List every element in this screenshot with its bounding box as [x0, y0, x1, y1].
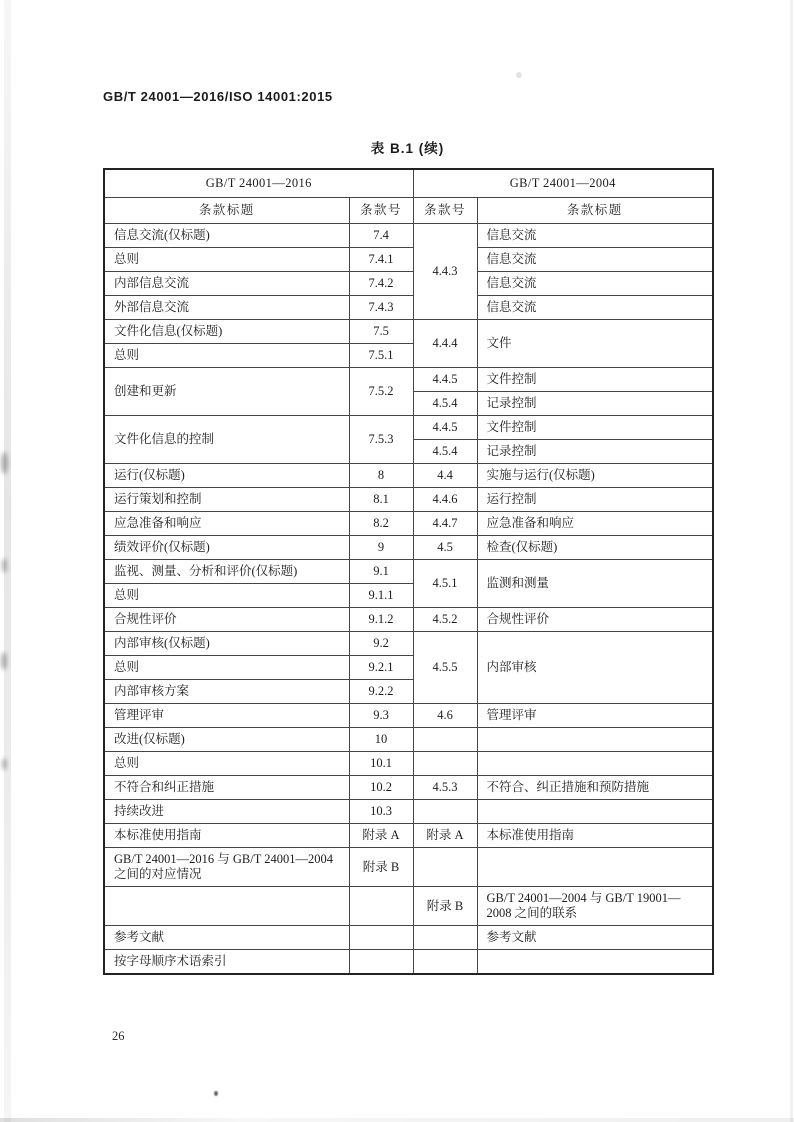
group-header-cell: GB/T 24001—2004: [413, 169, 713, 198]
table-cell: 总则: [104, 344, 349, 368]
table-body: [104, 224, 713, 975]
table-cell: 4.5.4: [413, 392, 477, 416]
table-cell: 参考文献: [104, 926, 349, 950]
table-cell: 9.3: [349, 704, 413, 728]
table-cell: 9.2.2: [349, 680, 413, 704]
table-cell: 检查(仅标题): [477, 536, 713, 560]
table-cell: [477, 800, 713, 824]
table-cell: 4.5.1: [413, 560, 477, 608]
table-cell: 7.5: [349, 320, 413, 344]
table-cell: 9.2: [349, 632, 413, 656]
table-cell: 7.4: [349, 224, 413, 248]
table-cell: 参考文献: [477, 926, 713, 950]
table-cell: 内部审核: [477, 632, 713, 704]
scan-smudge: [2, 758, 7, 770]
table-cell: 7.4.3: [349, 296, 413, 320]
table-cell: 4.5.4: [413, 440, 477, 464]
table-cell: [413, 848, 477, 887]
table-cell: 信息交流: [477, 248, 713, 272]
table-cell: 10.3: [349, 800, 413, 824]
table-cell: 本标准使用指南: [104, 824, 349, 848]
table-cell: [413, 800, 477, 824]
table-cell: 9: [349, 536, 413, 560]
table-cell: 创建和更新: [104, 368, 349, 416]
table-cell: 本标准使用指南: [477, 824, 713, 848]
table-cell: [413, 926, 477, 950]
table-cell: 运行(仅标题): [104, 464, 349, 488]
group-header-cell: GB/T 24001—2016: [104, 169, 413, 198]
table-cell: [349, 926, 413, 950]
table-cell: 不符合、纠正措施和预防措施: [477, 776, 713, 800]
table-cell: 管理评审: [477, 704, 713, 728]
table-row: [104, 887, 713, 926]
table-cell: 总则: [104, 656, 349, 680]
table-cell: 合规性评价: [477, 608, 713, 632]
scan-speck: [214, 1091, 218, 1096]
table-cell: 按字母顺序术语索引: [104, 950, 349, 975]
table-cell: 4.4: [413, 464, 477, 488]
column-header-cell: 条款号: [349, 198, 413, 224]
table-cell: 内部审核(仅标题): [104, 632, 349, 656]
group-header-row: [104, 169, 713, 198]
table-cell: 4.4.4: [413, 320, 477, 368]
table-row: [104, 488, 713, 512]
table-cell: [104, 887, 349, 926]
table-cell: 4.6: [413, 704, 477, 728]
table-cell: 8: [349, 464, 413, 488]
column-header-cell: 条款标题: [477, 198, 713, 224]
table-header: [104, 169, 713, 224]
table-row: [104, 224, 713, 248]
table-row: [104, 296, 713, 320]
table-cell: 7.5.1: [349, 344, 413, 368]
table-cell: 10.1: [349, 752, 413, 776]
table-cell: 4.5.3: [413, 776, 477, 800]
table-cell: 10: [349, 728, 413, 752]
table-row: [104, 608, 713, 632]
table-cell: 4.4.6: [413, 488, 477, 512]
table-cell: 监视、测量、分析和评价(仅标题): [104, 560, 349, 584]
table-cell: 10.2: [349, 776, 413, 800]
table-cell: 信息交流: [477, 296, 713, 320]
table-cell: 内部审核方案: [104, 680, 349, 704]
table-title: 表 B.1 (续): [370, 141, 445, 156]
table-cell: 不符合和纠正措施: [104, 776, 349, 800]
table-cell: 7.5.2: [349, 368, 413, 416]
table-cell: 信息交流(仅标题): [104, 224, 349, 248]
table-cell: 总则: [104, 752, 349, 776]
table-row: [104, 368, 713, 392]
table-cell: 信息交流: [477, 224, 713, 248]
table-cell: [413, 728, 477, 752]
table-cell: 监测和测量: [477, 560, 713, 608]
table-cell: 记录控制: [477, 440, 713, 464]
column-header-cell: 条款号: [413, 198, 477, 224]
table-cell: 9.1.1: [349, 584, 413, 608]
table-row: [104, 728, 713, 752]
table-cell: [413, 752, 477, 776]
table-cell: 9.1: [349, 560, 413, 584]
table-cell: 附录 B: [349, 848, 413, 887]
table-cell: 文件化信息的控制: [104, 416, 349, 464]
table-cell: 8.2: [349, 512, 413, 536]
table-row: [104, 560, 713, 584]
table-cell: 7.4.2: [349, 272, 413, 296]
table-cell: 实施与运行(仅标题): [477, 464, 713, 488]
table-cell: 4.5: [413, 536, 477, 560]
table-row: [104, 248, 713, 272]
table-cell: 应急准备和响应: [477, 512, 713, 536]
table-cell: 信息交流: [477, 272, 713, 296]
table-cell: 总则: [104, 248, 349, 272]
table-cell: 附录 A: [413, 824, 477, 848]
table-cell: 运行控制: [477, 488, 713, 512]
table-row: [104, 752, 713, 776]
scan-smudge: [2, 558, 7, 573]
table-cell: 文件: [477, 320, 713, 368]
correspondence-table: [103, 168, 714, 975]
table-cell: 4.5.2: [413, 608, 477, 632]
table-cell: [477, 848, 713, 887]
table-cell: 4.4.3: [413, 224, 477, 320]
table-cell: 改进(仅标题): [104, 728, 349, 752]
scan-edge-bottom: [0, 1118, 794, 1122]
table-cell: 管理评审: [104, 704, 349, 728]
table-cell: 4.4.5: [413, 416, 477, 440]
table-row: [104, 776, 713, 800]
table-cell: 7.5.3: [349, 416, 413, 464]
scan-speck: [516, 72, 522, 78]
table-cell: 9.1.2: [349, 608, 413, 632]
table-row: [104, 824, 713, 848]
table-cell: 附录 A: [349, 824, 413, 848]
table-cell: 4.5.5: [413, 632, 477, 704]
table-row: [104, 704, 713, 728]
table-cell: 9.2.1: [349, 656, 413, 680]
table-cell: 持续改进: [104, 800, 349, 824]
table-cell: 8.1: [349, 488, 413, 512]
table-cell: 记录控制: [477, 392, 713, 416]
table-row: [104, 950, 713, 975]
scan-smudge: [1, 652, 7, 670]
table-cell: 内部信息交流: [104, 272, 349, 296]
table-cell: 总则: [104, 584, 349, 608]
table-cell: 应急准备和响应: [104, 512, 349, 536]
table-cell: 外部信息交流: [104, 296, 349, 320]
table-row: [104, 536, 713, 560]
table-cell: 运行策划和控制: [104, 488, 349, 512]
table-cell: [477, 752, 713, 776]
table-row: [104, 272, 713, 296]
table-cell: 文件控制: [477, 416, 713, 440]
table-cell: 绩效评价(仅标题): [104, 536, 349, 560]
document-running-head: GB/T 24001—2016/ISO 14001:2015: [103, 89, 333, 104]
table-cell: 合规性评价: [104, 608, 349, 632]
table-cell: 4.4.7: [413, 512, 477, 536]
table-cell: 文件控制: [477, 368, 713, 392]
table-cell: GB/T 24001—2016 与 GB/T 24001—2004 之间的对应情况: [104, 848, 349, 887]
table-cell: 4.4.5: [413, 368, 477, 392]
table-row: [104, 800, 713, 824]
table-row: [104, 926, 713, 950]
scan-edge-right: [790, 0, 793, 1122]
table-row: [104, 320, 713, 344]
table-row: [104, 464, 713, 488]
table-cell: GB/T 24001—2004 与 GB/T 19001—2008 之间的联系: [477, 887, 713, 926]
table-row: [104, 416, 713, 440]
table-cell: 附录 B: [413, 887, 477, 926]
table-cell: [477, 728, 713, 752]
column-header-row: [104, 198, 713, 224]
table-row: [104, 632, 713, 656]
table-cell: [349, 887, 413, 926]
column-header-cell: 条款标题: [104, 198, 349, 224]
scan-smudge: [1, 452, 8, 474]
table-cell: 7.4.1: [349, 248, 413, 272]
table-cell: [349, 950, 413, 975]
table-cell: [413, 950, 477, 975]
table-row: [104, 512, 713, 536]
table-row: [104, 848, 713, 887]
table-cell: 文件化信息(仅标题): [104, 320, 349, 344]
page-number: 26: [112, 1029, 125, 1043]
table-cell: [477, 950, 713, 975]
